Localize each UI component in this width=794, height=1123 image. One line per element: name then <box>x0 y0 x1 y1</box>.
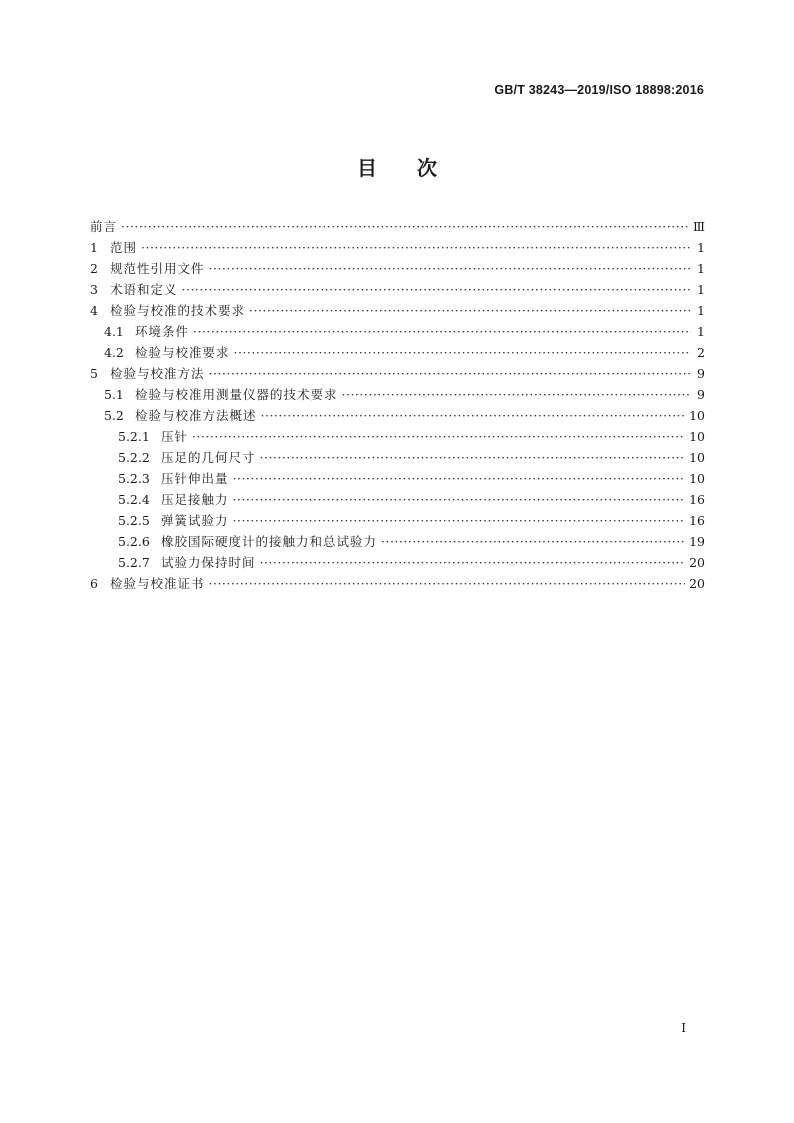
toc-entry[interactable] <box>90 300 705 321</box>
toc-entry-title: 检验与校准的技术要求 <box>110 303 246 318</box>
toc-entry-title: 环境条件 <box>135 324 190 339</box>
toc-dot-leader <box>209 258 691 279</box>
toc-dot-leader <box>233 510 686 531</box>
toc-entry-number: 5.2.7 <box>118 555 150 570</box>
toc-entry-title: 检验与校准证书 <box>110 576 205 591</box>
toc-dot-leader <box>192 426 685 447</box>
toc-entry-title: 术语和定义 <box>110 282 178 297</box>
toc-dot-leader <box>260 552 686 573</box>
toc-entry-page: 1 <box>697 240 705 255</box>
toc-entry-page: 20 <box>689 576 705 591</box>
standard-number: GB/T 38243—2019/ISO 18898:2016 <box>494 83 704 97</box>
toc-entry-page: Ⅲ <box>692 219 705 234</box>
toc-entry-number: 4.1 <box>104 324 124 339</box>
toc-entry[interactable] <box>90 489 705 510</box>
toc-dot-leader <box>209 363 691 384</box>
toc-entry-page: 10 <box>689 408 705 423</box>
toc-entry-page: 10 <box>689 471 705 486</box>
toc-entry[interactable] <box>90 426 705 447</box>
toc-entry-title: 范围 <box>110 240 138 255</box>
toc-dot-leader <box>121 216 689 237</box>
toc-entry-page: 20 <box>689 555 705 570</box>
toc-entry-title: 检验与校准用测量仪器的技术要求 <box>135 387 338 402</box>
toc-entry-number: 4.2 <box>104 345 124 360</box>
toc-entry-number: 1 <box>90 240 98 255</box>
toc-dot-leader <box>381 531 685 552</box>
toc-entry-page: 2 <box>697 345 705 360</box>
toc-entry-page: 9 <box>697 387 705 402</box>
toc-entry-page: 1 <box>697 324 705 339</box>
toc-entry-title: 压足接触力 <box>161 492 229 507</box>
toc-entry-title: 橡胶国际硬度计的接触力和总试验力 <box>161 534 378 549</box>
toc-dot-leader <box>234 342 691 363</box>
toc-dot-leader <box>182 279 691 300</box>
toc-entry-number: 5.2.6 <box>118 534 150 549</box>
toc-entry-title: 弹簧试验力 <box>161 513 229 528</box>
toc-entry-page: 9 <box>697 366 705 381</box>
toc-entry-number: 5.2.2 <box>118 450 150 465</box>
toc-entry[interactable] <box>90 279 705 300</box>
toc-entry-title: 规范性引用文件 <box>110 261 205 276</box>
toc-entry-number: 5.2.5 <box>118 513 150 528</box>
toc-entry[interactable] <box>90 342 705 363</box>
toc-entry-number: 5.2.4 <box>118 492 150 507</box>
toc-entry-title: 前言 <box>90 219 118 234</box>
toc-entry-title: 压针 <box>161 429 189 444</box>
toc-entry-number: 5 <box>90 366 98 381</box>
toc-entry-page: 1 <box>697 282 705 297</box>
toc-entry[interactable] <box>90 573 705 594</box>
toc-entry-page: 1 <box>697 303 705 318</box>
toc-dot-leader <box>233 489 686 510</box>
toc-dot-leader <box>260 447 686 468</box>
toc-entry-number: 3 <box>90 282 98 297</box>
toc-entry-title: 检验与校准方法概述 <box>135 408 257 423</box>
toc-dot-leader <box>261 405 686 426</box>
toc-entry-page: 16 <box>689 492 705 507</box>
toc-entry-title: 检验与校准要求 <box>135 345 230 360</box>
toc-entry-number: 5.2.3 <box>118 471 150 486</box>
toc-dot-leader <box>209 573 686 594</box>
toc-entry[interactable] <box>90 552 705 573</box>
toc-entry-page: 10 <box>689 450 705 465</box>
toc-entry-title: 压足的几何尺寸 <box>161 450 256 465</box>
toc-entry[interactable] <box>90 468 705 489</box>
toc-entry-number: 5.2.1 <box>118 429 150 444</box>
toc-entry-title: 检验与校准方法 <box>110 366 205 381</box>
toc-entry-page: 1 <box>697 261 705 276</box>
page-title: 目次 <box>357 156 477 180</box>
toc-entry[interactable] <box>90 510 705 531</box>
toc-entry[interactable] <box>90 531 705 552</box>
toc-dot-leader <box>193 321 691 342</box>
toc-entry[interactable] <box>90 405 705 426</box>
toc-entry-number: 4 <box>90 303 98 318</box>
toc-entry[interactable] <box>90 216 705 237</box>
toc-dot-leader <box>342 384 691 405</box>
toc-entry-page: 10 <box>689 429 705 444</box>
toc-entry[interactable] <box>90 384 705 405</box>
toc-entry-title: 试验力保持时间 <box>161 555 256 570</box>
toc-dot-leader <box>141 237 691 258</box>
toc-entry[interactable] <box>90 258 705 279</box>
page-number: I <box>681 1021 686 1035</box>
table-of-contents <box>90 216 705 594</box>
toc-entry[interactable] <box>90 447 705 468</box>
toc-entry[interactable] <box>90 363 705 384</box>
toc-entry[interactable] <box>90 237 705 258</box>
toc-dot-leader <box>233 468 686 489</box>
toc-entry-number: 5.1 <box>104 387 124 402</box>
toc-entry-number: 6 <box>90 576 98 591</box>
toc-dot-leader <box>249 300 691 321</box>
toc-entry-page: 19 <box>689 534 705 549</box>
toc-entry-number: 5.2 <box>104 408 124 423</box>
toc-entry[interactable] <box>90 321 705 342</box>
toc-entry-page: 16 <box>689 513 705 528</box>
toc-entry-number: 2 <box>90 261 98 276</box>
toc-entry-title: 压针伸出量 <box>161 471 229 486</box>
